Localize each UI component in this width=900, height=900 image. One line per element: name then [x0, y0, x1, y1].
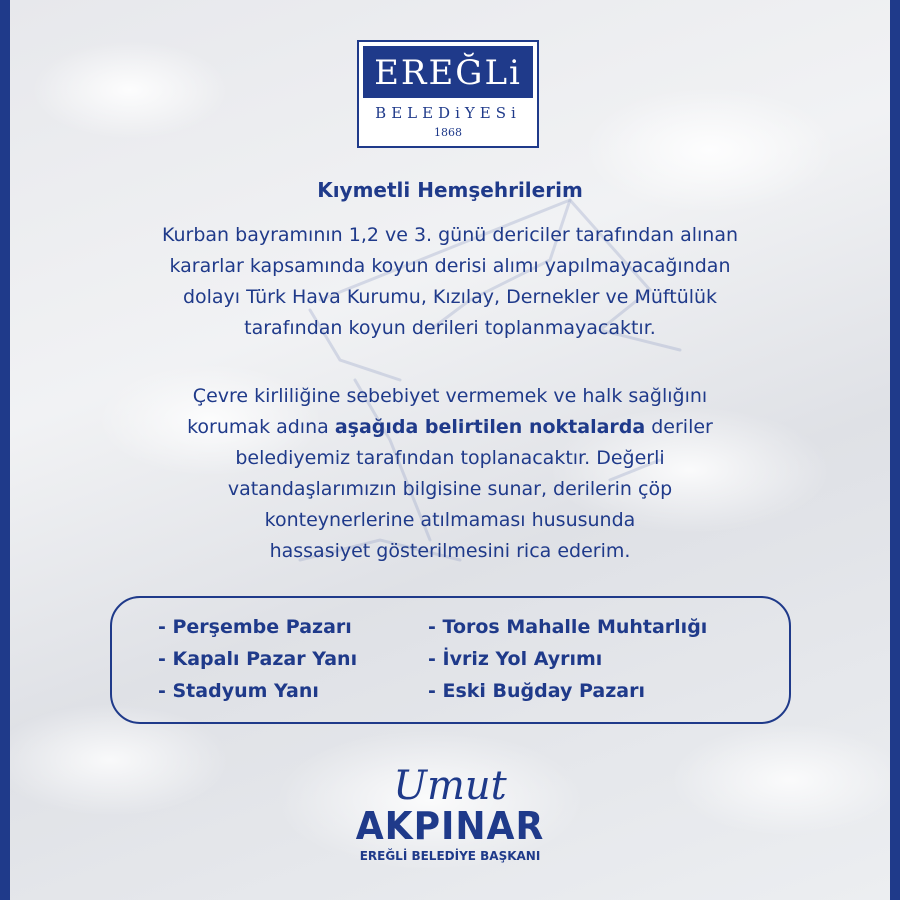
- location-item: - Eski Buğday Pazarı: [428, 680, 645, 702]
- paragraph-2-line: hassasiyet gösterilmesini rica ederim.: [269, 540, 631, 562]
- location-item: - Stadyum Yanı: [158, 680, 319, 702]
- paragraph-2-line: konteynerlerine atılmaması hususunda: [264, 509, 636, 531]
- paragraph-1: [10, 220, 890, 344]
- signature-last-name: AKPINAR: [355, 804, 545, 848]
- paragraph-2-emphasis: aşağıda belirtilen noktalarda: [334, 416, 646, 438]
- paragraph-1-line: dolayı Türk Hava Kurumu, Kızılay, Dernekler ve Müftülük: [182, 286, 718, 308]
- municipality-logo: [357, 40, 539, 148]
- paragraph-2-line: [10, 412, 890, 443]
- paragraph-2-line: belediyemiz tarafından toplanacaktır. Değerli: [235, 447, 665, 469]
- location-item: - Kapalı Pazar Yanı: [158, 648, 358, 670]
- location-item: - Perşembe Pazarı: [158, 616, 352, 638]
- signature-title: EREĞLİ BELEDİYE BAŞKANI: [359, 849, 541, 863]
- paragraph-2-line: vatandaşlarımızın bilgisine sunar, derilerin çöp: [227, 478, 673, 500]
- letter-heading: Kıymetli Hemşehrilerim: [317, 178, 583, 202]
- logo-subtitle: BELEDiYESi: [375, 104, 521, 122]
- paragraph-1-line: kararlar kapsamında koyun derisi alımı yapılmayacağından: [169, 255, 731, 277]
- paragraph-2: [10, 381, 890, 567]
- poster: [10, 0, 890, 900]
- paragraph-2-text: korumak adına: [187, 416, 335, 438]
- location-item: - İvriz Yol Ayrımı: [428, 648, 603, 670]
- signature-first-name: Umut: [393, 763, 507, 809]
- location-item: - Toros Mahalle Muhtarlığı: [428, 616, 708, 638]
- logo-year: 1868: [434, 126, 462, 139]
- paragraph-2-line: Çevre kirliliğine sebebiyet vermemek ve halk sağlığını: [192, 385, 708, 407]
- paragraph-1-line: tarafından koyun derileri toplanmayacaktır.: [244, 317, 656, 339]
- paragraph-1-line: Kurban bayramının 1,2 ve 3. günü dericiler tarafından alınan: [161, 224, 739, 246]
- logo-name: EREĞLi: [363, 46, 533, 98]
- paragraph-2-text: deriler: [645, 416, 713, 438]
